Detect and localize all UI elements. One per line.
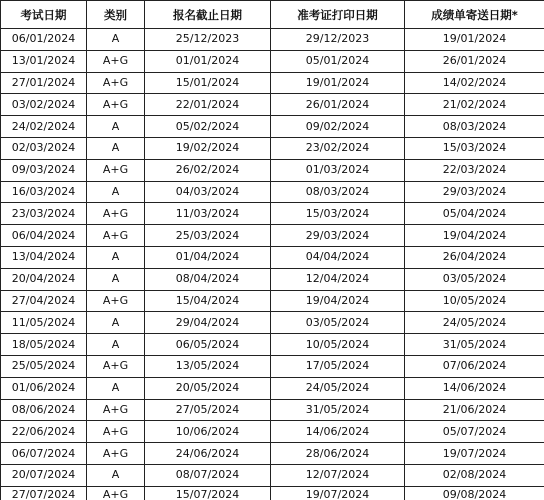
report-mail-date-cell: 05/07/2024 [405,421,544,443]
header-admission-ticket-print-date: 准考证打印日期 [271,1,405,29]
report-mail-date-cell: 29/03/2024 [405,181,544,203]
category-cell: A+G [87,72,145,94]
print-date-cell: 14/06/2024 [271,421,405,443]
registration-deadline-cell: 24/06/2024 [145,443,271,465]
table-row [1,421,544,443]
report-mail-date-cell: 19/04/2024 [405,225,544,247]
registration-deadline-cell: 08/04/2024 [145,268,271,290]
exam-date-cell: 11/05/2024 [1,312,87,334]
category-cell: A+G [87,290,145,312]
registration-deadline-cell: 25/03/2024 [145,225,271,247]
category-cell: A [87,246,145,268]
category-cell: A [87,29,145,51]
exam-date-cell: 22/06/2024 [1,421,87,443]
registration-deadline-cell: 04/03/2024 [145,181,271,203]
registration-deadline-cell: 11/03/2024 [145,203,271,225]
table-row [1,159,544,181]
exam-date-cell: 20/04/2024 [1,268,87,290]
table-header [1,1,544,29]
print-date-cell: 29/12/2023 [271,29,405,51]
registration-deadline-cell: 10/06/2024 [145,421,271,443]
exam-date-cell: 13/04/2024 [1,246,87,268]
registration-deadline-cell: 15/04/2024 [145,290,271,312]
report-mail-date-cell: 03/05/2024 [405,268,544,290]
category-cell: A [87,116,145,138]
exam-date-cell: 18/05/2024 [1,334,87,356]
category-cell: A+G [87,486,145,500]
print-date-cell: 28/06/2024 [271,443,405,465]
registration-deadline-cell: 01/01/2024 [145,50,271,72]
print-date-cell: 26/01/2024 [271,94,405,116]
exam-date-cell: 20/07/2024 [1,464,87,486]
registration-deadline-cell: 27/05/2024 [145,399,271,421]
table-row [1,94,544,116]
table-row [1,312,544,334]
report-mail-date-cell: 19/01/2024 [405,29,544,51]
category-cell: A+G [87,94,145,116]
category-cell: A [87,137,145,159]
registration-deadline-cell: 15/07/2024 [145,486,271,500]
print-date-cell: 12/04/2024 [271,268,405,290]
report-mail-date-cell: 02/08/2024 [405,464,544,486]
table-row [1,443,544,465]
report-mail-date-cell: 09/08/2024 [405,486,544,500]
category-cell: A [87,268,145,290]
table-row [1,50,544,72]
print-date-cell: 15/03/2024 [271,203,405,225]
exam-date-cell: 01/06/2024 [1,377,87,399]
print-date-cell: 01/03/2024 [271,159,405,181]
category-cell: A [87,334,145,356]
print-date-cell: 04/04/2024 [271,246,405,268]
print-date-cell: 24/05/2024 [271,377,405,399]
exam-date-cell: 03/02/2024 [1,94,87,116]
report-mail-date-cell: 21/06/2024 [405,399,544,421]
exam-date-cell: 09/03/2024 [1,159,87,181]
registration-deadline-cell: 20/05/2024 [145,377,271,399]
exam-date-cell: 06/04/2024 [1,225,87,247]
registration-deadline-cell: 19/02/2024 [145,137,271,159]
print-date-cell: 08/03/2024 [271,181,405,203]
print-date-cell: 19/01/2024 [271,72,405,94]
exam-date-cell: 25/05/2024 [1,355,87,377]
table-row [1,29,544,51]
category-cell: A+G [87,50,145,72]
category-cell: A+G [87,225,145,247]
header-row [1,1,544,29]
print-date-cell: 10/05/2024 [271,334,405,356]
registration-deadline-cell: 08/07/2024 [145,464,271,486]
report-mail-date-cell: 26/04/2024 [405,246,544,268]
category-cell: A [87,312,145,334]
exam-date-cell: 08/06/2024 [1,399,87,421]
table-row [1,290,544,312]
table-row [1,246,544,268]
registration-deadline-cell: 22/01/2024 [145,94,271,116]
table-row [1,181,544,203]
registration-deadline-cell: 26/02/2024 [145,159,271,181]
report-mail-date-cell: 22/03/2024 [405,159,544,181]
report-mail-date-cell: 24/05/2024 [405,312,544,334]
report-mail-date-cell: 21/02/2024 [405,94,544,116]
report-mail-date-cell: 19/07/2024 [405,443,544,465]
report-mail-date-cell: 05/04/2024 [405,203,544,225]
print-date-cell: 31/05/2024 [271,399,405,421]
exam-date-cell: 27/01/2024 [1,72,87,94]
table-row [1,334,544,356]
report-mail-date-cell: 26/01/2024 [405,50,544,72]
header-category: 类别 [87,1,145,29]
header-score-report-mail-date: 成绩单寄送日期* [405,1,544,29]
exam-date-cell: 16/03/2024 [1,181,87,203]
category-cell: A [87,377,145,399]
table-row [1,203,544,225]
report-mail-date-cell: 15/03/2024 [405,137,544,159]
table-row [1,116,544,138]
exam-date-cell: 23/03/2024 [1,203,87,225]
table-row [1,399,544,421]
category-cell: A+G [87,399,145,421]
category-cell: A+G [87,159,145,181]
table-row [1,377,544,399]
print-date-cell: 03/05/2024 [271,312,405,334]
print-date-cell: 17/05/2024 [271,355,405,377]
report-mail-date-cell: 10/05/2024 [405,290,544,312]
registration-deadline-cell: 13/05/2024 [145,355,271,377]
category-cell: A [87,181,145,203]
exam-date-cell: 24/02/2024 [1,116,87,138]
registration-deadline-cell: 01/04/2024 [145,246,271,268]
category-cell: A+G [87,203,145,225]
print-date-cell: 12/07/2024 [271,464,405,486]
report-mail-date-cell: 14/02/2024 [405,72,544,94]
table-row [1,72,544,94]
exam-date-cell: 02/03/2024 [1,137,87,159]
registration-deadline-cell: 15/01/2024 [145,72,271,94]
exam-date-cell: 06/01/2024 [1,29,87,51]
category-cell: A+G [87,443,145,465]
exam-date-cell: 13/01/2024 [1,50,87,72]
registration-deadline-cell: 25/12/2023 [145,29,271,51]
table-row [1,137,544,159]
print-date-cell: 09/02/2024 [271,116,405,138]
registration-deadline-cell: 06/05/2024 [145,334,271,356]
registration-deadline-cell: 05/02/2024 [145,116,271,138]
print-date-cell: 19/07/2024 [271,486,405,500]
header-registration-deadline: 报名截止日期 [145,1,271,29]
category-cell: A+G [87,421,145,443]
print-date-cell: 19/04/2024 [271,290,405,312]
table-row [1,464,544,486]
report-mail-date-cell: 14/06/2024 [405,377,544,399]
exam-date-cell: 27/07/2024 [1,486,87,500]
table-row [1,486,544,500]
header-exam-date: 考试日期 [1,1,87,29]
print-date-cell: 29/03/2024 [271,225,405,247]
exam-date-cell: 06/07/2024 [1,443,87,465]
table-row [1,268,544,290]
report-mail-date-cell: 07/06/2024 [405,355,544,377]
category-cell: A+G [87,355,145,377]
table-row [1,355,544,377]
table-body [1,29,544,500]
registration-deadline-cell: 29/04/2024 [145,312,271,334]
print-date-cell: 23/02/2024 [271,137,405,159]
table-row [1,225,544,247]
category-cell: A [87,464,145,486]
report-mail-date-cell: 31/05/2024 [405,334,544,356]
exam-date-cell: 27/04/2024 [1,290,87,312]
print-date-cell: 05/01/2024 [271,50,405,72]
report-mail-date-cell: 08/03/2024 [405,116,544,138]
